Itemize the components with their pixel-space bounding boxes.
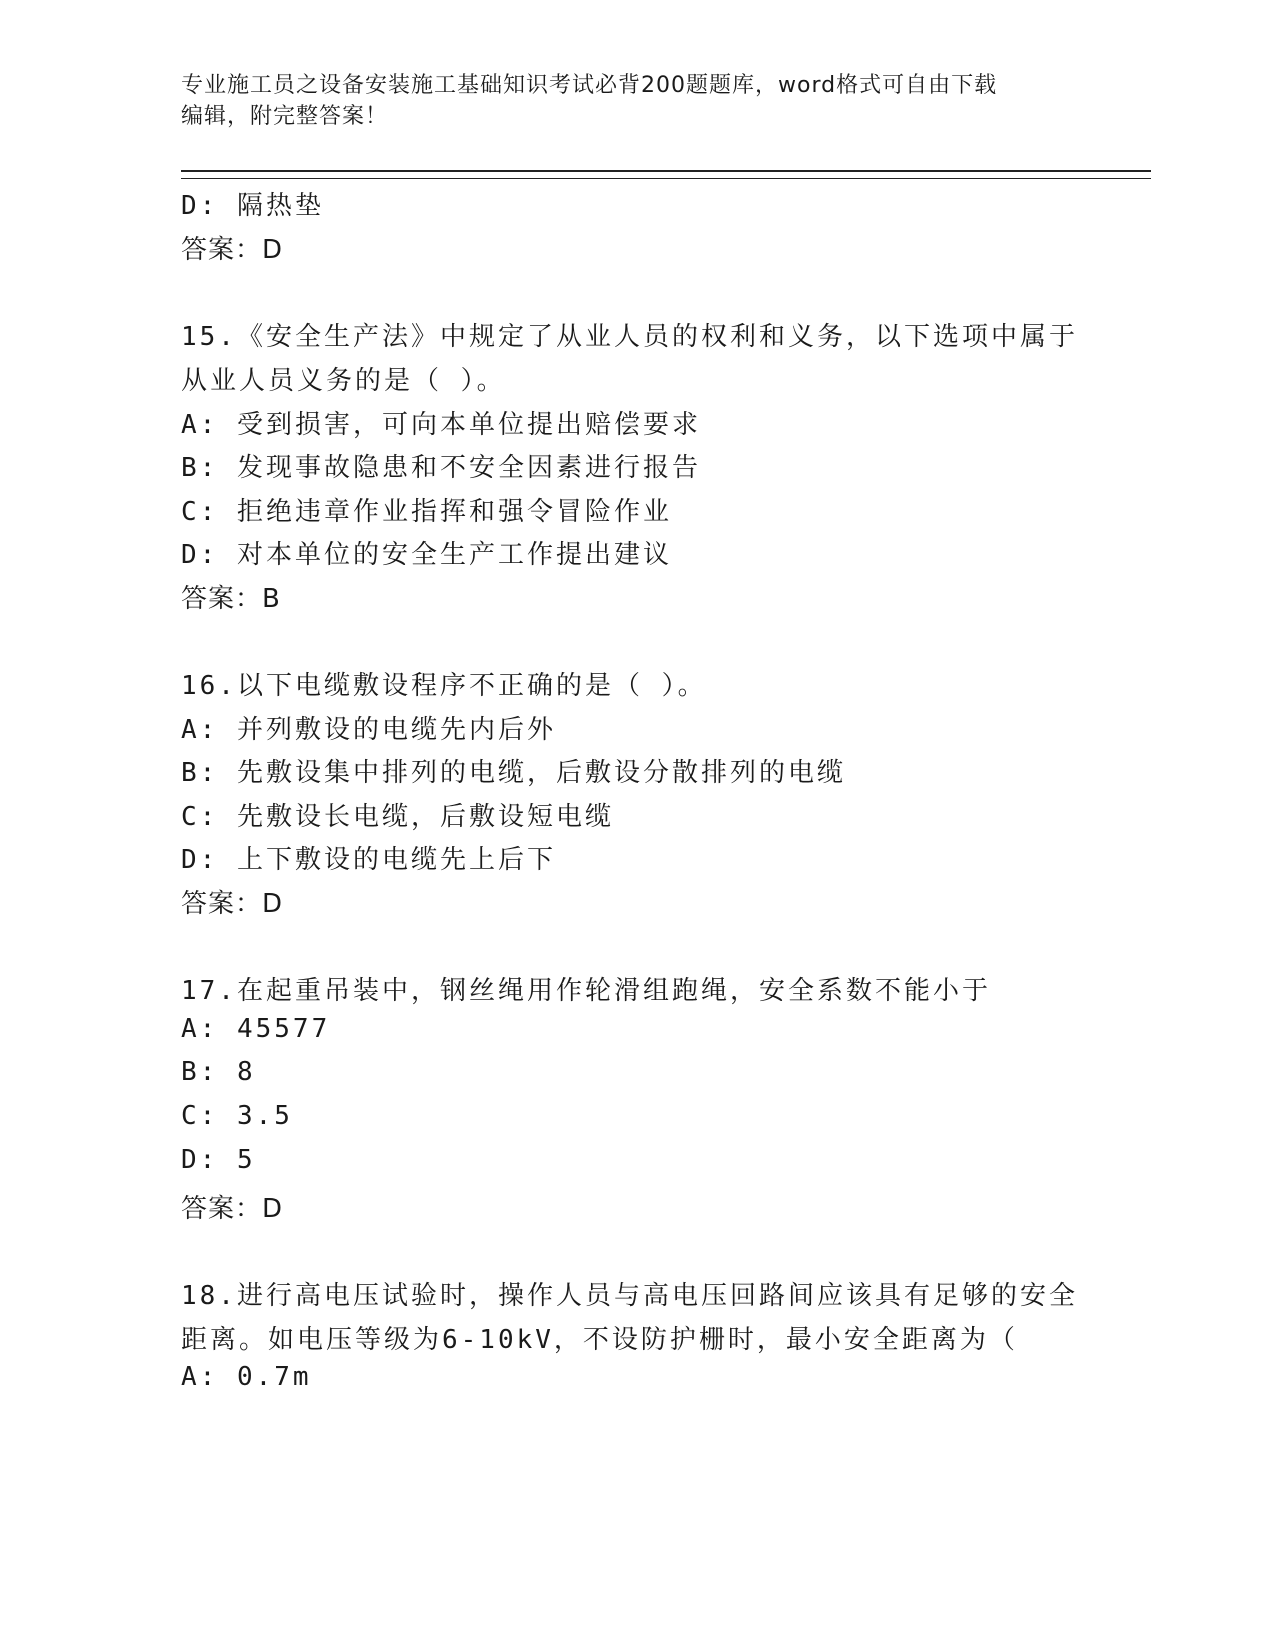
document-header	[181, 70, 1061, 132]
option-a-q16: A: 并列敷设的电缆先内后外	[181, 715, 556, 745]
option-c-q17: C: 3.5	[181, 1101, 293, 1131]
question-16: 16.以下电缆敷设程序不正确的是（ ）。	[181, 671, 707, 701]
option-a-q17: A: 45577	[181, 1014, 331, 1044]
header-rule-thin	[181, 178, 1151, 179]
answer-q16: 答案：D	[181, 889, 284, 919]
option-a-q15: A: 受到损害，可向本单位提出赔偿要求	[181, 410, 701, 440]
question-15-line-2: 从业人员义务的是（ ）。	[181, 366, 506, 396]
option-b-q17: B: 8	[181, 1057, 256, 1087]
header-line-1: 专业施工员之设备安装施工基础知识考试必背200题题库，word格式可自由下载	[181, 73, 998, 98]
option-c-q15: C: 拒绝违章作业指挥和强令冒险作业	[181, 497, 672, 527]
option-d-q16: D: 上下敷设的电缆先上后下	[181, 845, 556, 875]
answer-q15: 答案：B	[181, 584, 281, 614]
question-18-line-1: 18.进行高电压试验时，操作人员与高电压回路间应该具有足够的安全	[181, 1281, 1078, 1311]
header-rule-thick	[181, 170, 1151, 172]
option-b-q15: B: 发现事故隐患和不安全因素进行报告	[181, 453, 701, 483]
option-a-q18: A: 0.7m	[181, 1362, 312, 1392]
question-18-line-2: 距离。如电压等级为6-10kV，不设防护栅时，最小安全距离为（	[181, 1325, 1018, 1355]
question-15-line-1: 15.《安全生产法》中规定了从业人员的权利和义务，以下选项中属于	[181, 322, 1078, 352]
option-d-q14: D: 隔热垫	[181, 191, 324, 221]
option-d-q15: D: 对本单位的安全生产工作提出建议	[181, 540, 672, 570]
option-c-q16: C: 先敷设长电缆，后敷设短电缆	[181, 802, 614, 832]
header-line-2: 编辑，附完整答案！	[181, 104, 389, 129]
option-d-q17: D: 5	[181, 1145, 256, 1175]
answer-q17: 答案：D	[181, 1194, 284, 1224]
question-17: 17.在起重吊装中，钢丝绳用作轮滑组跑绳，安全系数不能小于	[181, 976, 991, 1006]
answer-q14: 答案：D	[181, 235, 284, 265]
option-b-q16: B: 先敷设集中排列的电缆，后敷设分散排列的电缆	[181, 758, 846, 788]
